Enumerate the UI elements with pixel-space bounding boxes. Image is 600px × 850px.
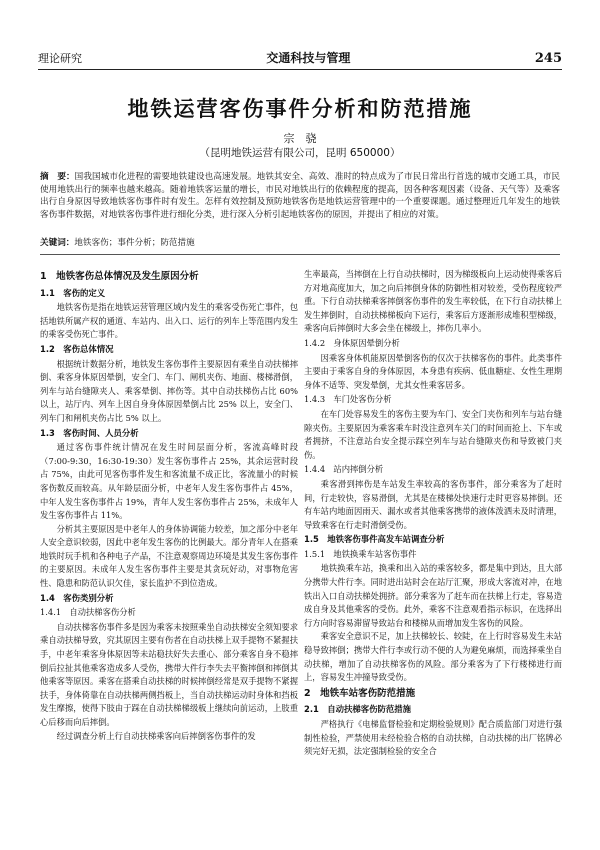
paragraph: 分析其主要原因是中老年人的身体协调能力较差，加之部分中老年人安全意识较弱，因此中老年发生客伤的比例最大。部分青年人在搭乘地铁时玩手机和各种电子产品，不注意观察周边环境是其发生客伤事件的主要原因。未成年人发生客伤事件主要是其贪玩好动，对事物危害性、隐患和防范认识欠佳，家长监护不到位造成。 [40, 523, 298, 589]
keywords-label: 关键词： [40, 238, 75, 248]
subsubsection-heading: 1.5.1 地铁换乘车站客伤事件 [304, 548, 417, 559]
subsubsection-heading: 1.4.3 车门处客伤分析 [304, 394, 392, 405]
paragraph: 生率最高，当摔倒在上行自动扶梯时，因为梯级板向上运动使得乘客后方对地高度加大，加之向后摔倒身体的防御性相对较差，受伤程度较严重。下行自动扶梯乘客摔倒客伤事件的发生率较低，在下行自动扶梯上发生摔倒时，自动扶梯梯板向下运行，乘客后方逐渐形成堆积型梯级，乘客向后摔倒时大多会坐在梯级上，摔伤几率小。 [304, 269, 562, 334]
abstract [40, 171, 560, 221]
keywords-text: 地铁客伤；事件分析；防范措施 [74, 238, 195, 248]
subsubsection-heading: 1.4.2 身体原因晕倒分析 [304, 337, 400, 348]
subsubsection-heading: 1.4.4 站内摔倒分析 [304, 464, 384, 475]
header-journal: 交通科技与管理 [266, 51, 351, 65]
subsection-heading: 2.1 自动扶梯客伤防范措施 [304, 704, 411, 715]
section-heading: 1 地铁客伤总体情况及发生原因分析 [40, 271, 199, 282]
abstract-label: 摘 要： [40, 172, 75, 182]
subsection-heading: 1.3 客伤时间、人员分析 [40, 427, 139, 438]
paragraph: 因乘客身体机能原因晕倒客伤的仅次于扶梯客伤的事件。此类事件主要由于乘客自身的身体原因，本身患有疾病、低血糖症、女性生理期身体不适等、突发晕倒，尤其女性乘客居多。 [304, 352, 562, 390]
subsection-heading: 1.5 地铁客伤事件高发车站调查分析 [304, 534, 445, 545]
page-number: 245 [534, 51, 562, 66]
paragraph: 乘客安全意识不足，加上扶梯较长、较陡，在上行时容易发生未站稳导致摔倒；携带大件行李或行动不便的人为避免麻烦，而选择乘坐自动扶梯，增加了自动扶梯客伤的风险。部分乘客为了下行楼梯进行而上，容易发生冲撞导致受伤。 [304, 631, 562, 683]
paragraph: 在车门处容易发生的客伤主要为车门、安全门夹伤和列车与站台缝隙夹伤。主要原因为乘客乘车时没注意列车关门的时间而抢上、下车或者拥挤，不注意站台安全提示踩空列车与站台缝隙夹伤和导致被门夹伤。 [304, 408, 562, 460]
author: 宗 骁 [283, 132, 317, 145]
affiliation: （昆明地铁运营有限公司，昆明 650000） [199, 147, 401, 159]
subsection-heading: 1.4 客伤类别分析 [40, 592, 114, 603]
section-heading: 2 地铁车站客伤防范措施 [304, 687, 416, 699]
paragraph: 通过客伤事件统计情况在发生时间层面分析，客流高峰时段（7:00-9:30，16:30-19:30）发生客伤事件占 25%，其余运营时段占 75%，由此可见客伤事件发生和客流量不成正比，客流量小的时候客伤数反而较高。从年龄层面分析，中老年人发生客伤事件占 45%，中年人发生客伤事件占 19%，青年人发生客伤事件占 25%，未成年人发生客伤事件占 11%。 [40, 442, 298, 521]
abstract-text: 国我国城市化进程的需要地铁建设也高速发展。地铁其安全、高效、准时的特点成为了市民日常出行首选的城市交通工具，市民使用地铁出行的频率也越来越高。随着地铁客运量的增长，市民对地铁出行的依赖程度的提高，因各种客观因素（设备、天气等）及乘客出行自身原因导致地铁客伤事件时有发生。怎样有效控制及预防地铁客伤是地铁运营管理中的一个重要课题。通过整理近几年发生的地铁客伤事件数据，对地铁客伤事件进行细化分类，进行深入分析引起地铁客伤的原因，并提出了相应的对策。 [40, 172, 560, 220]
paragraph: 地铁客伤是指在地铁运营管理区域内发生的乘客受伤死亡事件，包括地铁所属产权的通道、车站内、出入口、运行的列车上等范围内发生的乘客受伤死亡事件。 [40, 302, 298, 340]
subsubsection-heading: 1.4.1 自动扶梯客伤分析 [40, 607, 136, 618]
paragraph: 自动扶梯客伤事件多是因为乘客未按照乘坐自动扶梯安全须知要求乘自动扶梯导致，究其原因主要有伤者在自动扶梯上双手提物不紧握扶手，中老年乘客身体原因等未站稳扶好失去重心、部分乘客自身不稳摔倒后拉扯其他乘客造成多人受伤，携带大件行李失去平衡摔倒和摔倒其他乘客等原因。乘客在搭乘自动扶梯的时候摔倒经常是双手提物不紧握扶手，身体倚靠在自动扶梯两侧挡板上，当自动扶梯运动时身体和挡板发生摩擦，使得下肢由于踩在自动扶梯梯级板上继续向前运动，上肢重心后移而向后摔倒。 [40, 621, 298, 727]
right-column [304, 268, 562, 759]
keywords [40, 236, 560, 248]
subsection-heading: 1.1 客伤的定义 [40, 287, 106, 298]
paragraph: 地铁换乘车站，换乘和出入站的乘客较多，都是集中到达，且大部分携带大件行李。同时进出站时会在站厅汇聚，形成大客流对冲，在地铁出入口自动扶梯处拥挤。部分乘客为了赶车而在扶梯上行走，容易造成自身及其他乘客的受伤。此外，乘客不注意观看指示标识，在选择出行方向时容易滞留导致站台和楼梯从而增加发生客伤的风险。 [304, 563, 562, 628]
paragraph: 经过调查分析上行自动扶梯乘客向后摔倒客伤事件的发 [56, 730, 256, 741]
paragraph: 乘客滑到摔伤是车站发生率较高的客伤事件，部分乘客为了赶时间，行走较快，容易滑倒，尤其是在楼梯处快速行走时更容易摔倒。还有车站内地面因雨天、漏水或者其他乘客携带的液体泼洒未及时清理，导致乘客在行走时滑倒受伤。 [304, 478, 562, 530]
paragraph: 严格执行《电梯监督检验和定期检验规则》配合质监部门对进行强制性检验，严禁使用未经检验合格的自动扶梯，自动扶梯的出厂铭牌必须完好无损，法定强制检验的安全合 [304, 719, 562, 757]
divider [40, 254, 560, 255]
paragraph: 根据统计数据分析，地铁发生客伤事件主要原因有乘坐自动扶梯摔倒、乘客身体原因晕倒，安全门、车门、闸机夹伤、地面、楼梯滑倒，列车与站台缝隙夹人、乘客晕倒、摔伤等。其中自动扶梯伤占比 60% 以上，站厅内、列车上因自身身体原因晕倒占比 25% 以上，安全门、列车门和闸机夹伤占比 5% 以上。 [40, 358, 298, 423]
subsection-heading: 1.2 客伤总体情况 [40, 343, 114, 354]
header-section: 理论研究 [38, 52, 82, 65]
running-header [38, 46, 562, 70]
left-column [40, 268, 298, 743]
paper-title: 地铁运营客伤事件分析和防范措施 [127, 97, 473, 121]
